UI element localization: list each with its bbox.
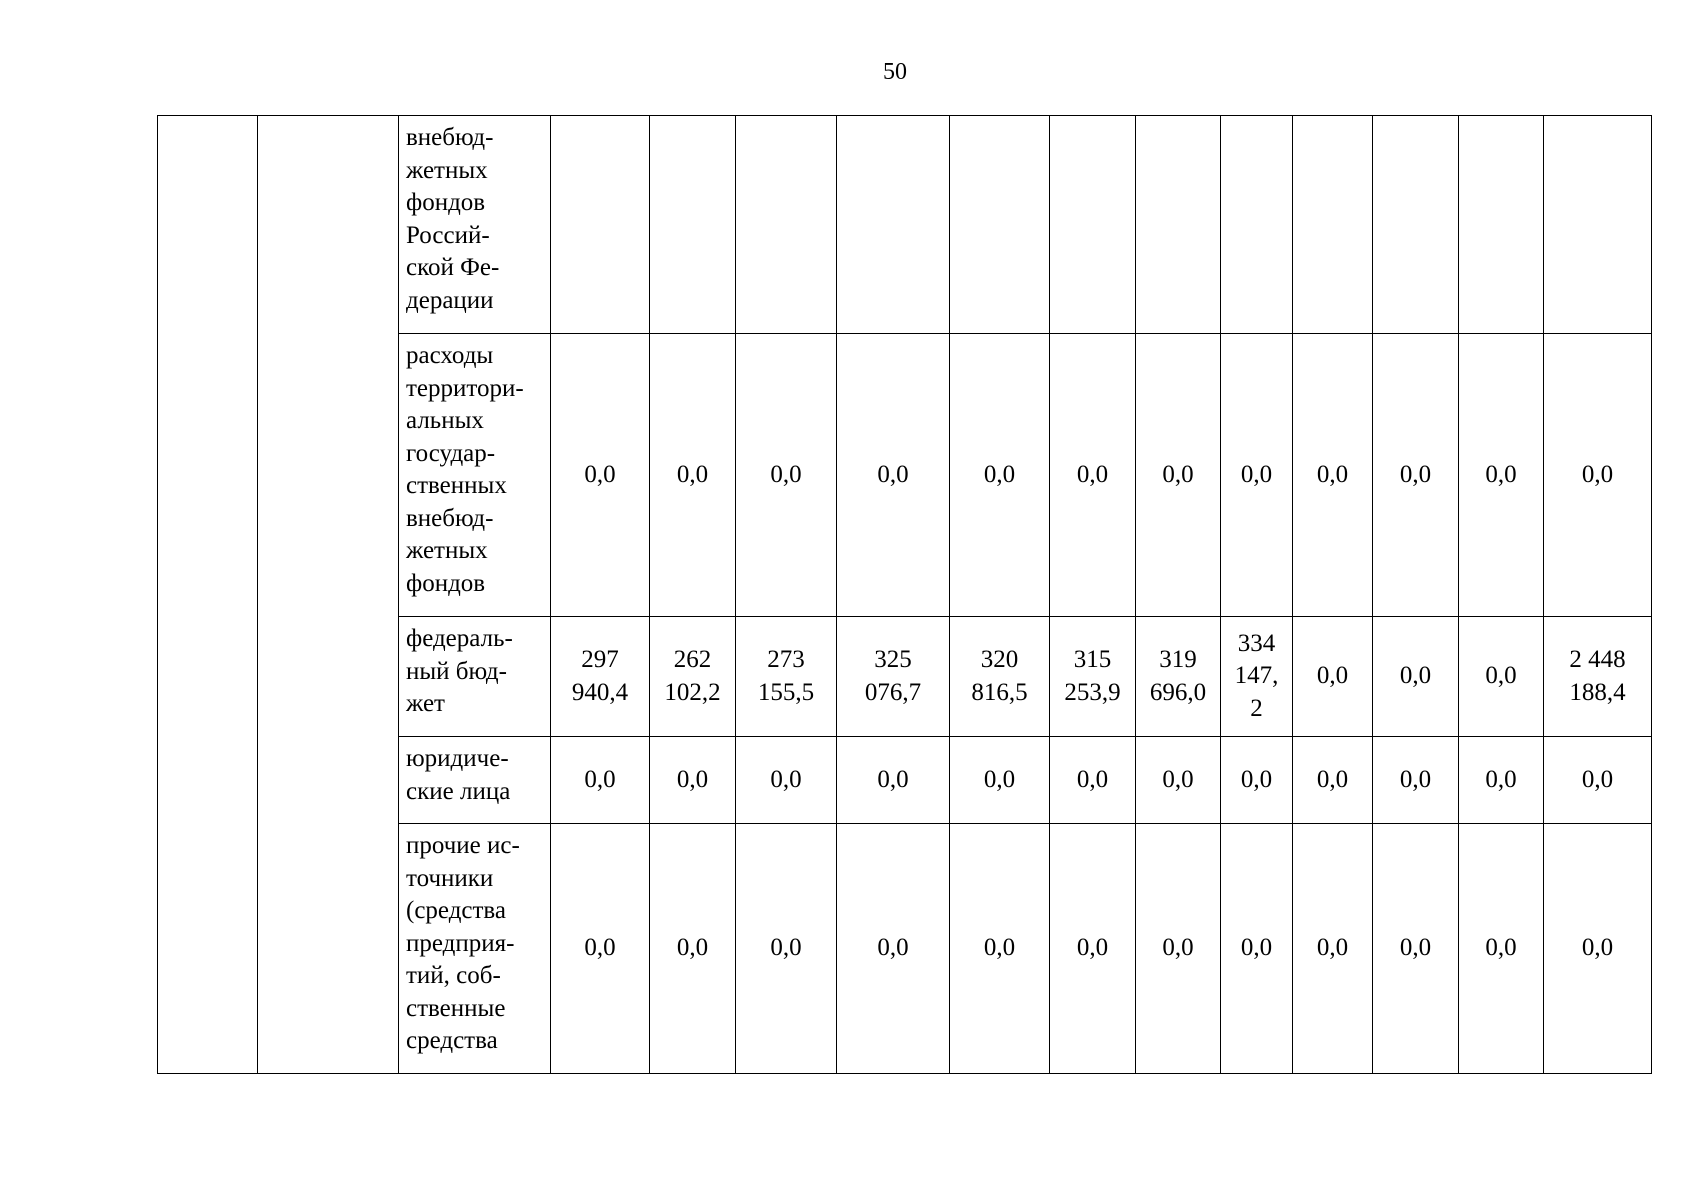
value-cell <box>1136 116 1221 334</box>
value-cell <box>1459 116 1544 334</box>
value-cell: 0,0 <box>1293 737 1373 824</box>
value-cell: 315 253,9 <box>1050 617 1136 737</box>
value-cell: 0,0 <box>1050 737 1136 824</box>
value-cell: 0,0 <box>1293 824 1373 1074</box>
value-cell: 0,0 <box>1221 737 1293 824</box>
value-cell: 262 102,2 <box>650 617 736 737</box>
value-cell: 0,0 <box>736 737 837 824</box>
value-cell <box>1293 116 1373 334</box>
row-label: федераль- ный бюд- жет <box>399 617 551 737</box>
value-cell <box>1544 116 1652 334</box>
value-cell: 0,0 <box>650 334 736 617</box>
value-cell: 0,0 <box>736 334 837 617</box>
value-cell <box>650 116 736 334</box>
value-cell: 0,0 <box>1459 824 1544 1074</box>
table-row <box>158 116 1652 334</box>
value-cell: 2 448 188,4 <box>1544 617 1652 737</box>
value-cell <box>1373 116 1459 334</box>
value-cell: 0,0 <box>1544 824 1652 1074</box>
value-cell <box>950 116 1050 334</box>
value-cell: 0,0 <box>1136 824 1221 1074</box>
value-cell: 0,0 <box>551 737 650 824</box>
value-cell: 0,0 <box>1459 617 1544 737</box>
value-cell <box>837 116 950 334</box>
value-cell: 0,0 <box>1373 824 1459 1074</box>
value-cell: 0,0 <box>551 334 650 617</box>
row-label: расходы территори- альных государ- ственных внебюд- жетных фондов <box>399 334 551 617</box>
row-label: прочие ис- точники (средства предприя- тий, соб- ственные средства <box>399 824 551 1074</box>
value-cell: 0,0 <box>1221 334 1293 617</box>
value-cell: 0,0 <box>1459 334 1544 617</box>
value-cell: 0,0 <box>736 824 837 1074</box>
row-label: юридиче- ские лица <box>399 737 551 824</box>
value-cell: 273 155,5 <box>736 617 837 737</box>
value-cell: 0,0 <box>1544 334 1652 617</box>
value-cell: 0,0 <box>837 824 950 1074</box>
value-cell: 0,0 <box>1293 617 1373 737</box>
value-cell <box>736 116 837 334</box>
value-cell: 0,0 <box>837 334 950 617</box>
empty-number-cell <box>158 116 258 1074</box>
value-cell: 0,0 <box>950 824 1050 1074</box>
value-cell: 325 076,7 <box>837 617 950 737</box>
value-cell <box>1221 116 1293 334</box>
value-cell: 0,0 <box>1293 334 1373 617</box>
value-cell: 0,0 <box>1050 334 1136 617</box>
value-cell: 297 940,4 <box>551 617 650 737</box>
value-cell: 0,0 <box>1373 617 1459 737</box>
value-cell: 0,0 <box>950 737 1050 824</box>
value-cell: 0,0 <box>950 334 1050 617</box>
value-cell: 0,0 <box>650 824 736 1074</box>
budget-table <box>157 115 1652 1074</box>
value-cell <box>1050 116 1136 334</box>
value-cell: 0,0 <box>1544 737 1652 824</box>
value-cell: 319 696,0 <box>1136 617 1221 737</box>
value-cell: 0,0 <box>650 737 736 824</box>
value-cell: 0,0 <box>1136 737 1221 824</box>
value-cell: 0,0 <box>551 824 650 1074</box>
value-cell: 0,0 <box>1221 824 1293 1074</box>
row-label: внебюд- жетных фондов Россий- ской Фе- дерации <box>399 116 551 334</box>
value-cell: 334 147, 2 <box>1221 617 1293 737</box>
value-cell: 0,0 <box>837 737 950 824</box>
value-cell: 0,0 <box>1373 334 1459 617</box>
value-cell: 0,0 <box>1459 737 1544 824</box>
page-number: 50 <box>883 59 907 85</box>
value-cell: 320 816,5 <box>950 617 1050 737</box>
value-cell: 0,0 <box>1373 737 1459 824</box>
value-cell <box>551 116 650 334</box>
value-cell: 0,0 <box>1050 824 1136 1074</box>
empty-name-cell <box>258 116 399 1074</box>
value-cell: 0,0 <box>1136 334 1221 617</box>
